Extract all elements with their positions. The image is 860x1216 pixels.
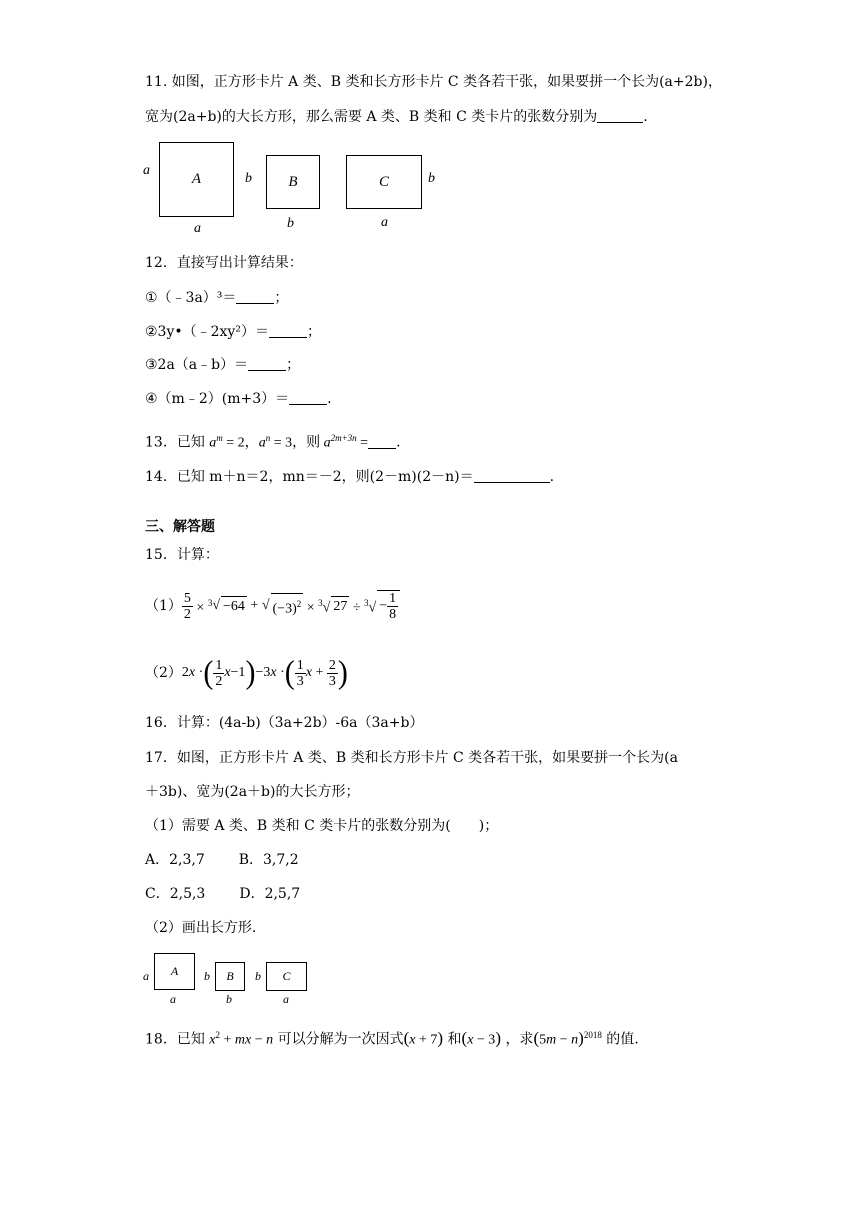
answer-blank — [289, 390, 327, 405]
label-b: b — [245, 171, 252, 186]
card-b: B — [215, 962, 245, 991]
answer-blank — [236, 289, 274, 304]
label-b-bottom: b — [226, 992, 232, 1006]
q13-a1: a — [209, 435, 217, 451]
section-heading: 三、解答题 — [145, 519, 215, 535]
q13-a2: a — [258, 435, 266, 451]
label-c-bottom: a — [381, 215, 388, 230]
q12-title: 12．直接写出计算结果： — [145, 255, 303, 271]
card-a: A — [159, 142, 234, 217]
q11-line1: 11. 如图，正方形卡片 A 类、B 类和长方形卡片 C 类各若干张，如果要拼一个长为(a+2b)， — [145, 74, 722, 90]
q13-eq1: = 2， — [222, 435, 259, 451]
card-c: C — [266, 962, 307, 991]
fraction-5-2: $\frac{5}{2}$ — [183, 590, 191, 622]
option-c: C．2,5,3 — [145, 886, 206, 902]
q13-end: . — [396, 434, 401, 451]
q12-item-4-end: . — [327, 391, 332, 407]
answer-blank — [269, 323, 307, 338]
q13-exp2: n — [265, 433, 271, 443]
q14-text: 14．已知 m＋n＝2，mn＝－2，则(2－m)(2－n)＝ — [145, 469, 474, 485]
q12-item-2 — [145, 322, 321, 342]
q12-item-4-text: ④（m﹣2）(m+3）＝ — [145, 391, 290, 407]
q17-line1: 17．如图，正方形卡片 A 类、B 类和长方形卡片 C 类各若干张，如果要拼一个长为(a — [145, 750, 678, 766]
q12-item-1-text: ①（﹣3a）³＝ — [145, 290, 237, 306]
q12-item-4 — [145, 389, 332, 409]
q15-part2-label: （2） — [145, 665, 182, 681]
q14-end: . — [549, 469, 555, 485]
answer-blank — [597, 108, 643, 123]
label-b: b — [204, 969, 210, 983]
card-b: B — [266, 155, 320, 209]
label-a-bottom: a — [194, 221, 201, 236]
q14 — [145, 467, 554, 487]
card-a: A — [154, 953, 195, 990]
label-b-bottom: b — [287, 216, 294, 231]
q17-line2: ＋3b)、宽为(2a＋b)的大长方形； — [145, 784, 360, 800]
option-d: D．2,5,7 — [239, 886, 301, 902]
q13-text: 13．已知 — [145, 434, 205, 451]
q12-item-3-end: ； — [286, 357, 301, 373]
label-a: a — [143, 969, 149, 983]
card-c: C — [346, 155, 422, 209]
label-a: a — [143, 163, 150, 178]
label-a-bottom: a — [170, 992, 176, 1006]
q13-a3: a — [323, 435, 331, 451]
q17-options-row2 — [145, 884, 300, 904]
q11-line2-end: . — [643, 109, 648, 125]
q17-options-row1 — [145, 850, 299, 870]
q13-eq2: = 3，则 — [270, 435, 324, 451]
q12-item-1-end: ； — [274, 290, 289, 306]
label-c-left: b — [255, 969, 261, 983]
q15-part1-label: （1） — [145, 598, 182, 614]
q11-line2 — [145, 107, 648, 127]
q18-ask: ，求 — [505, 1031, 534, 1048]
q15-part1: （1） $\frac{5}{2}$ × $^3$ √ −64 + √ $(-3)^2$ × $^3$√ 27 ÷ $^3$√ − $\frac{1}{8}$ — [145, 583, 400, 629]
answer-blank — [474, 468, 550, 483]
q11-line2-text: 宽为(2a+b)的大长方形，那么需要 A 类、B 类和 C 类卡片的张数分别为 — [145, 109, 598, 125]
label-c-right: b — [428, 171, 435, 186]
q13-eq3: = — [356, 435, 369, 451]
q12-item-3 — [145, 355, 300, 375]
answer-blank — [368, 434, 396, 449]
q18-and: 和 — [447, 1031, 462, 1048]
q12-item-1 — [145, 288, 288, 308]
q18: 18．已知 $x^2$ + mx − n 可以分解为一次因式(x + 7) 和(x − 3) ，求$(5m - n)^{2018}$ 的值. — [145, 1028, 639, 1048]
q13-exp1: m — [216, 433, 223, 443]
q18-mid: 可以分解为一次因式 — [277, 1031, 404, 1048]
q17-sub2: （2）画出长方形. — [145, 920, 257, 936]
q12-item-3-text: ③2a（a﹣b）＝ — [145, 357, 249, 373]
q17-sub1: （1）需要 A 类、B 类和 C 类卡片的张数分别为( )； — [145, 818, 499, 834]
option-b: B．3,7,2 — [238, 852, 299, 868]
q12-item-2-text: ②3y•（﹣2xy²）＝ — [145, 324, 269, 340]
q18-pre: 18．已知 — [145, 1031, 205, 1048]
q15-title: 15．计算： — [145, 547, 219, 563]
q15-part2: （2） 2 x · ( $\frac{1}{2}$ x −1 ) −3 x · ( $\frac{1}{3}$ x + $\frac{2}{3}$ ) — [145, 654, 348, 691]
q13-exp3: 2m+3n — [330, 433, 357, 443]
q18-end: 的值. — [606, 1031, 639, 1048]
label-c-bottom: a — [283, 992, 289, 1006]
q13 — [145, 428, 401, 454]
q16: 16．计算：(4a-b)（3a+2b）-6a（3a+b） — [145, 715, 424, 731]
q12-item-2-end: ； — [306, 324, 321, 340]
answer-blank — [248, 356, 286, 371]
option-a: A．2,3,7 — [145, 852, 205, 868]
